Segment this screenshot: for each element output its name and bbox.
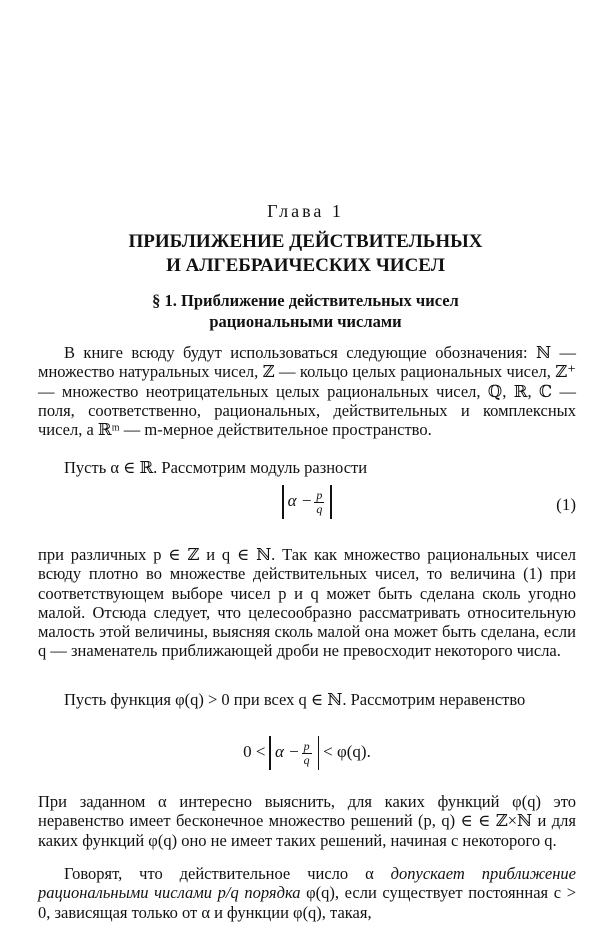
paragraph-rational-density: при различных p ∈ ℤ и q ∈ ℕ. Так как множество рациональных чисел всюду плотно во множестве действительных чисел, то величина (1) при соответствующем выборе чисел p и q может быть сделана сколь угодно малой. Отсюда следует, что целесообразно рассматривать относительную малость этой величины, выясняя сколь малой она может быть сделана, если q — знаменатель приближающей дроби не превосходит некоторого числа.: [38, 545, 576, 661]
equation-2-prefix: 0 <: [243, 741, 266, 761]
paragraph-infinite-solutions: При заданном α интересно выяснить, для каких функций φ(q) это неравенство имеет бесконечное множество решений (p, q) ∈ ∈ ℤ×ℕ и для каких функций φ(q) оно не имеет таких решений, начиная с некоторого q.: [38, 792, 576, 850]
paragraph-function-phi: Пусть функция φ(q) > 0 при всех q ∈ ℕ. Рассмотрим неравенство: [64, 690, 526, 709]
abs-bar-left: [282, 485, 284, 519]
paragraph-definition: Говорят, что действительное число α допускает приближение рациональными числами p/q порядка φ(q), если существует постоянная c > 0, зависящая только от α и функции φ(q), такая,: [38, 864, 577, 922]
fraction-p-over-q-2: $\frac{p}{q}$: [303, 738, 310, 767]
section-title-line-1: § 1. Приближение действительных чисел: [152, 291, 459, 310]
abs-bar-right-2: [318, 736, 320, 770]
section-title: [0, 290, 611, 332]
equation-1-number: (1): [556, 495, 576, 514]
equation-1: [38, 485, 576, 525]
equation-2: [38, 736, 576, 776]
fraction-p-over-q: $\frac{p}{q}$: [316, 487, 323, 516]
definition-italic: допускает приближение рациональными числами p/q порядка: [38, 864, 576, 903]
section-title-line-2: рациональными числами: [209, 312, 402, 331]
equation-1-left: α −: [287, 490, 313, 510]
abs-bar-right: [330, 485, 332, 519]
chapter-title-line-2: И АЛГЕБРАИЧЕСКИХ ЧИСЕЛ: [166, 255, 445, 276]
equation-2-suffix: < φ(q).: [323, 741, 371, 761]
chapter-title: [0, 230, 611, 278]
paragraph-consider-difference: Пусть α ∈ ℝ. Рассмотрим модуль разности: [64, 458, 368, 477]
equation-2-body: [38, 736, 576, 770]
equation-1-body: [38, 485, 576, 519]
paragraph-notation: В книге всюду будут использоваться следующие обозначения: ℕ — множество натуральных чисел, ℤ — кольцо целых рациональных чисел, ℤ⁺ — множество неотрицательных целых рациональных чисел, ℚ, ℝ, ℂ — поля, соответственно, рациональных, действительных и комплексных чисел, а ℝᵐ — m-мерное действительное пространство.: [38, 343, 576, 440]
chapter-label: Глава 1: [267, 201, 344, 221]
equation-2-left: α −: [274, 741, 300, 761]
chapter-title-line-1: ПРИБЛИЖЕНИЕ ДЕЙСТВИТЕЛЬНЫХ: [128, 231, 483, 252]
abs-bar-left-2: [269, 736, 271, 770]
